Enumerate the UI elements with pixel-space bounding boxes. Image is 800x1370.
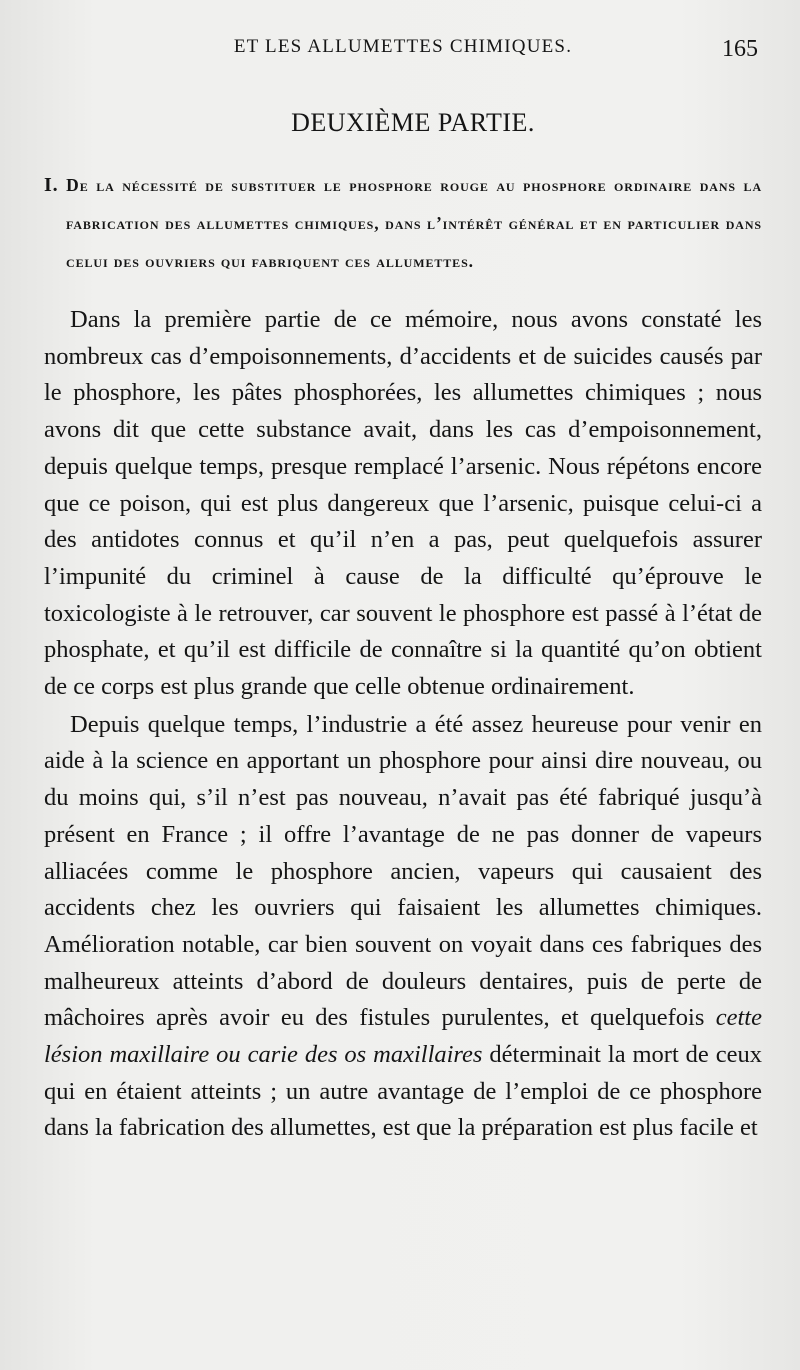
section-heading-text: la nécessité de substituer le phosphore rouge au phosphore ordinaire dans la fabrication des allumettes chimiques, dans l’intérêt général et en particulier dans celui des ouvriers qui fabriquent ces allumettes. — [66, 175, 763, 271]
running-title: ET LES ALLUMETTES CHIMIQUES. — [233, 36, 573, 57]
section-heading-lead: De — [66, 175, 89, 195]
part-title: DEUXIÈME PARTIE. — [291, 108, 535, 137]
body-paragraph: Dans la première partie de ce mémoire, nous avons constaté les nombreux cas d’empoisonnements, d’accidents et de suicides causés par le phosphore, les pâtes phosphorées, les allumettes chimiques ; nous avons dit que cette substance avait, dans les cas d’empoisonnement, depuis quelque temps, presque remplacé l’arsenic. Nous répétons encore que ce poison, qui est plus dangereux que l’arsenic, puisque celui-ci a des antidotes connus et qu’il n’en a pas, peut quelquefois assurer l’impunité du criminel à cause de la difficulté qu’éprouve le toxicologiste à le retrouver, car souvent le phosphore est passé à l’état de phosphate, et qu’il est difficile de connaître si la quantité qu’on obtient de ce corps est plus grande que celle obtenue ordinairement. — [44, 306, 762, 701]
section-number: I. — [44, 174, 59, 196]
body-paragraph — [44, 707, 762, 1147]
paragraph-text-before-italic: Depuis quelque temps, l’industrie a été assez heureuse pour venir en aide à la science en apportant un phosphore pour ainsi dire nouveau, ou du moins qui, s’il n’est pas nouveau, n’avait pas été fabriqué jusqu’à présent en France ; il offre l’avantage de ne pas donner de vapeurs alliacées comme le phosphore ancien, vapeurs qui causaient des accidents chez les ouvriers qui faisaient les allumettes chimiques. Amélioration notable, car bien souvent on voyait dans ces fabriques des malheureux atteints d’abord de douleurs dentaires, puis de perte de mâchoires après avoir eu des fistules purulentes, et quelquefois — [44, 710, 762, 1032]
section-heading — [44, 166, 762, 280]
italic-phrase: cette lésion maxillaire ou carie des os maxillaires — [44, 1004, 762, 1069]
running-head — [44, 0, 762, 72]
paragraph-text-after-italic: déterminait la mort de ceux qui en étaient atteints ; un autre avantage de l’emploi de ce phosphore dans la fabrication des allumettes, est que la préparation est plus facile et — [44, 1041, 762, 1142]
page-number: 165 — [722, 36, 758, 62]
